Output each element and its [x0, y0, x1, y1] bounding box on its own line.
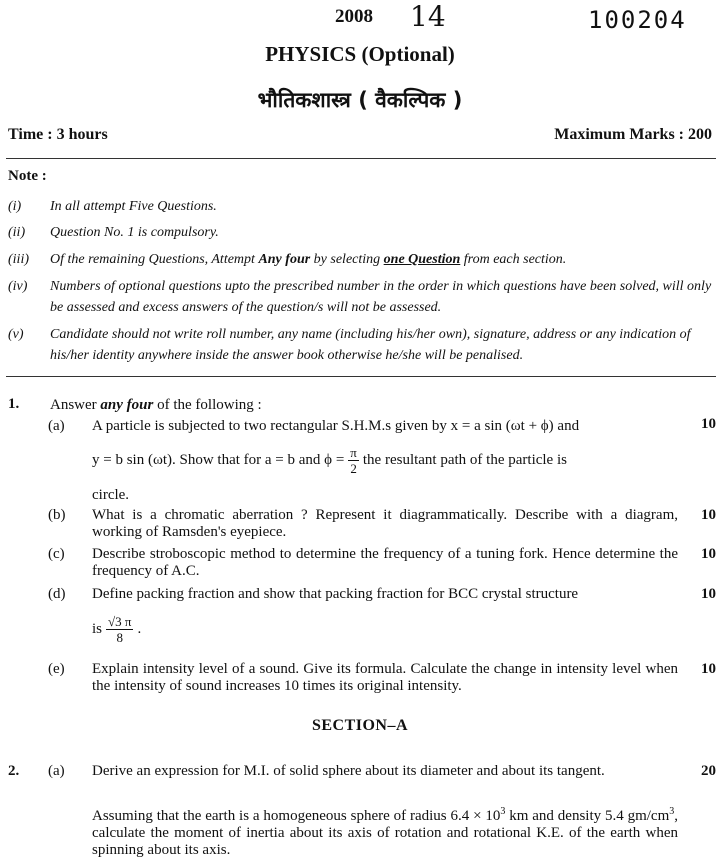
- part-label: (a): [48, 763, 65, 779]
- question-intro: [50, 396, 262, 415]
- note-text: Candidate should not write roll number, any name (including his/her own), signature, address or any indication of his/her identity anywhere inside the answer book otherwise he/she will be penalised.: [50, 327, 691, 363]
- fraction-denominator: 2: [350, 461, 357, 476]
- part-text: Define packing fraction and show that packing fraction for BCC crystal structure: [92, 586, 579, 602]
- part-text: Explain intensity level of a sound. Give its formula. Calculate the change in intensity level when the intensity of sound increases 10 times its original intensity.: [92, 661, 678, 694]
- note-number: (iii): [8, 252, 29, 267]
- part-marks: 10: [701, 507, 716, 523]
- part-label: (a): [48, 418, 65, 434]
- part-text-segment: km and density 5.4 gm/cm: [505, 808, 670, 824]
- note-item: [8, 324, 716, 368]
- paper-code: 100204: [588, 6, 687, 34]
- note-number: (ii): [8, 225, 26, 240]
- part-marks: 10: [701, 546, 716, 562]
- part-text: Derive an expression for M.I. of solid sphere about its diameter and about its tangent.: [92, 763, 605, 779]
- intro-text: Answer: [50, 397, 101, 413]
- question-number: 2.: [8, 763, 20, 779]
- note-number: (iv): [8, 279, 28, 294]
- note-text: In all attempt Five Questions.: [50, 199, 217, 214]
- section-heading: SECTION–A: [311, 717, 409, 734]
- intro-text: of the following :: [153, 397, 262, 413]
- note-text: [50, 249, 716, 270]
- note-text-part: Of the remaining Questions, Attempt: [50, 252, 259, 267]
- part-text-segment: is: [92, 620, 103, 637]
- part-text-segment: the resultant path of the particle is: [362, 451, 567, 468]
- part-marks: 20: [701, 763, 716, 779]
- part-text: [92, 803, 678, 859]
- maximum-marks: Maximum Marks : 200: [554, 126, 712, 143]
- note-text: Numbers of optional questions upto the prescribed number in the order in which questions have been solved, will only be assessed and excess answers of the question/s will not be assessed.: [50, 279, 712, 315]
- paper-title: PHYSICS (Optional): [265, 42, 455, 66]
- note-text: Question No. 1 is compulsory.: [50, 225, 219, 240]
- exponent: 3: [669, 806, 675, 817]
- intro-emphasis: any four: [100, 397, 154, 413]
- part-marks: 10: [701, 416, 716, 432]
- note-item: [8, 276, 716, 320]
- exam-year: 2008: [335, 6, 373, 27]
- note-item: [8, 222, 716, 244]
- part-marks: 10: [701, 661, 716, 677]
- part-label: (b): [48, 507, 66, 523]
- part-text: [92, 445, 678, 476]
- part-text: Describe stroboscopic method to determine the frequency of a tuning fork. Hence determine the frequency of A.C.: [92, 546, 678, 579]
- part-label: (e): [48, 661, 65, 677]
- part-text: circle.: [92, 487, 130, 503]
- part-text-segment: y = b sin (ωt). Show that for a = b and ϕ =: [92, 451, 345, 468]
- note-text-underlined: one Question: [383, 252, 461, 267]
- note-text-part: by selecting: [310, 252, 384, 267]
- part-text-segment: .: [137, 620, 142, 637]
- divider: [6, 376, 716, 377]
- part-text: [92, 614, 678, 645]
- note-heading: Note :: [8, 168, 47, 184]
- fraction: [348, 445, 359, 476]
- note-item: [8, 196, 716, 218]
- divider: [6, 158, 716, 159]
- note-number: (i): [8, 199, 22, 214]
- note-text-part: from each section.: [460, 252, 567, 267]
- paper-subtitle-hindi: भौतिकशास्त्र ( वैकल्पिक ): [257, 88, 463, 112]
- note-number: (v): [8, 327, 24, 342]
- part-marks: 10: [701, 586, 716, 602]
- part-text-segment: , calculate the moment of inertia about its axis of rotation and rotational K.E. of the earth when spinning about its axis.: [92, 808, 678, 858]
- question-number: 1.: [8, 396, 20, 412]
- note-text-bold: Any four: [258, 252, 311, 267]
- fraction-denominator: 8: [116, 630, 123, 645]
- fraction-numerator: π: [350, 445, 357, 460]
- part-text-segment: Assuming that the earth is a homogeneous sphere of radius 6.4 × 10: [92, 808, 501, 824]
- part-label: (d): [48, 586, 66, 602]
- fraction-numerator: √3 π: [108, 614, 132, 629]
- part-text: A particle is subjected to two rectangular S.H.M.s given by x = a sin (ωt + ϕ) and: [92, 418, 580, 434]
- note-item: [8, 249, 716, 271]
- time-allowed: Time : 3 hours: [8, 126, 108, 143]
- part-label: (c): [48, 546, 65, 562]
- fraction: [106, 614, 133, 645]
- handwritten-mark: 14: [410, 0, 446, 33]
- exponent: 3: [500, 806, 506, 817]
- part-text: What is a chromatic aberration ? Represent it diagrammatically. Describe with a diagram, working of Ramsden's eyepiece.: [92, 507, 678, 540]
